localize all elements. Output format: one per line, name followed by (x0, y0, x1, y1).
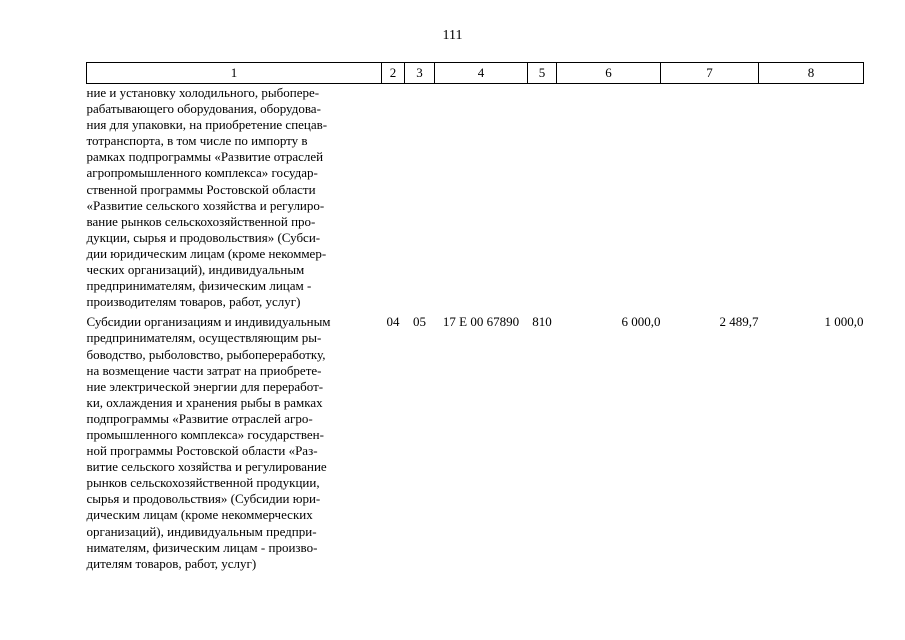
cell-amount-3: 1 000,0 (824, 314, 864, 330)
desc-line: рынков сельскохозяйственной продукции, (86, 475, 320, 491)
table-row (87, 84, 864, 311)
desc-line: дукции, сырья и продовольствия» (Субси- (86, 229, 321, 245)
cell-amount-1 (557, 84, 661, 311)
desc-line: дическим лицам (кроме некоммерческих (86, 507, 313, 523)
cell-amount-2 (661, 84, 759, 311)
cell-target-article: 17 Е 00 67890 (442, 314, 520, 330)
desc-line: агропромышленного комплекса» государ- (86, 165, 318, 181)
header-col-7: 7 (661, 63, 759, 84)
row-description (87, 84, 382, 311)
desc-line: ной программы Ростовской области «Раз- (86, 443, 318, 459)
desc-line: сырья и продовольствия» (Субсидии юри- (86, 491, 321, 507)
desc-line: дителям товаров, работ, услуг) (86, 555, 257, 571)
desc-line: Субсидии организациям и индивидуальным (86, 314, 331, 330)
header-col-8: 8 (759, 63, 864, 84)
header-col-2: 2 (382, 63, 405, 84)
header-col-3: 3 (405, 63, 435, 84)
desc-line: производителям товаров, работ, услуг) (86, 294, 301, 310)
header-col-5: 5 (528, 63, 557, 84)
desc-line: витие сельского хозяйства и регулирование (86, 459, 327, 475)
desc-line: ственной программы Ростовской области (86, 181, 316, 197)
desc-line: подпрограммы «Развитие отраслей агро- (86, 410, 313, 426)
desc-line: боводство, рыболовство, рыбопереработку, (86, 346, 326, 362)
desc-line: предпринимателям, физическим лицам - (86, 278, 312, 294)
desc-line: ние электрической энергии для переработ- (86, 378, 324, 394)
header-col-1: 1 (87, 63, 382, 84)
budget-table (86, 62, 864, 572)
cell-expense-type: 810 (532, 314, 552, 330)
desc-line: промышленного комплекса» государствен- (86, 426, 324, 442)
header-row (87, 63, 864, 84)
desc-line: вание рынков сельскохозяйственной про- (86, 213, 316, 229)
desc-line: ния для упаковки, на приобретение спецав- (86, 117, 328, 133)
cell-target-article (435, 84, 528, 311)
desc-line: нимателям, физическим лицам - произво- (86, 539, 318, 555)
cell-expense-type (528, 84, 557, 311)
cell-subsection: 05 (413, 314, 426, 330)
desc-line: ческих организаций), индивидуальным (86, 262, 305, 278)
desc-line: тотранспорта, в том числе по импорту в (86, 133, 308, 149)
desc-line: рабатывающего оборудования, оборудова- (86, 101, 321, 117)
desc-line: рамках подпрограммы «Развитие отраслей (86, 149, 324, 165)
header-col-4: 4 (435, 63, 528, 84)
desc-line: предпринимателям, осуществляющим ры- (86, 330, 322, 346)
desc-line: «Развитие сельского хозяйства и регулиро- (86, 197, 325, 213)
desc-line: организаций), индивидуальным предпри- (86, 523, 317, 539)
table-row (87, 310, 864, 572)
cell-section (382, 84, 405, 311)
header-col-6: 6 (557, 63, 661, 84)
desc-line: ки, охлаждения и хранения рыбы в рамках (86, 394, 323, 410)
cell-amount-1: 6 000,0 (621, 314, 661, 330)
desc-line: дии юридическим лицам (кроме некоммер- (86, 245, 327, 261)
desc-line: на возмещение части затрат на приобрете- (86, 362, 322, 378)
cell-subsection (405, 84, 435, 311)
row-description (87, 310, 382, 572)
desc-line: ние и установку холодильного, рыбопере- (86, 85, 320, 100)
cell-amount-3 (759, 84, 864, 311)
cell-section: 04 (386, 314, 400, 330)
cell-amount-2: 2 489,7 (719, 314, 759, 330)
page-number: 111 (442, 28, 463, 43)
